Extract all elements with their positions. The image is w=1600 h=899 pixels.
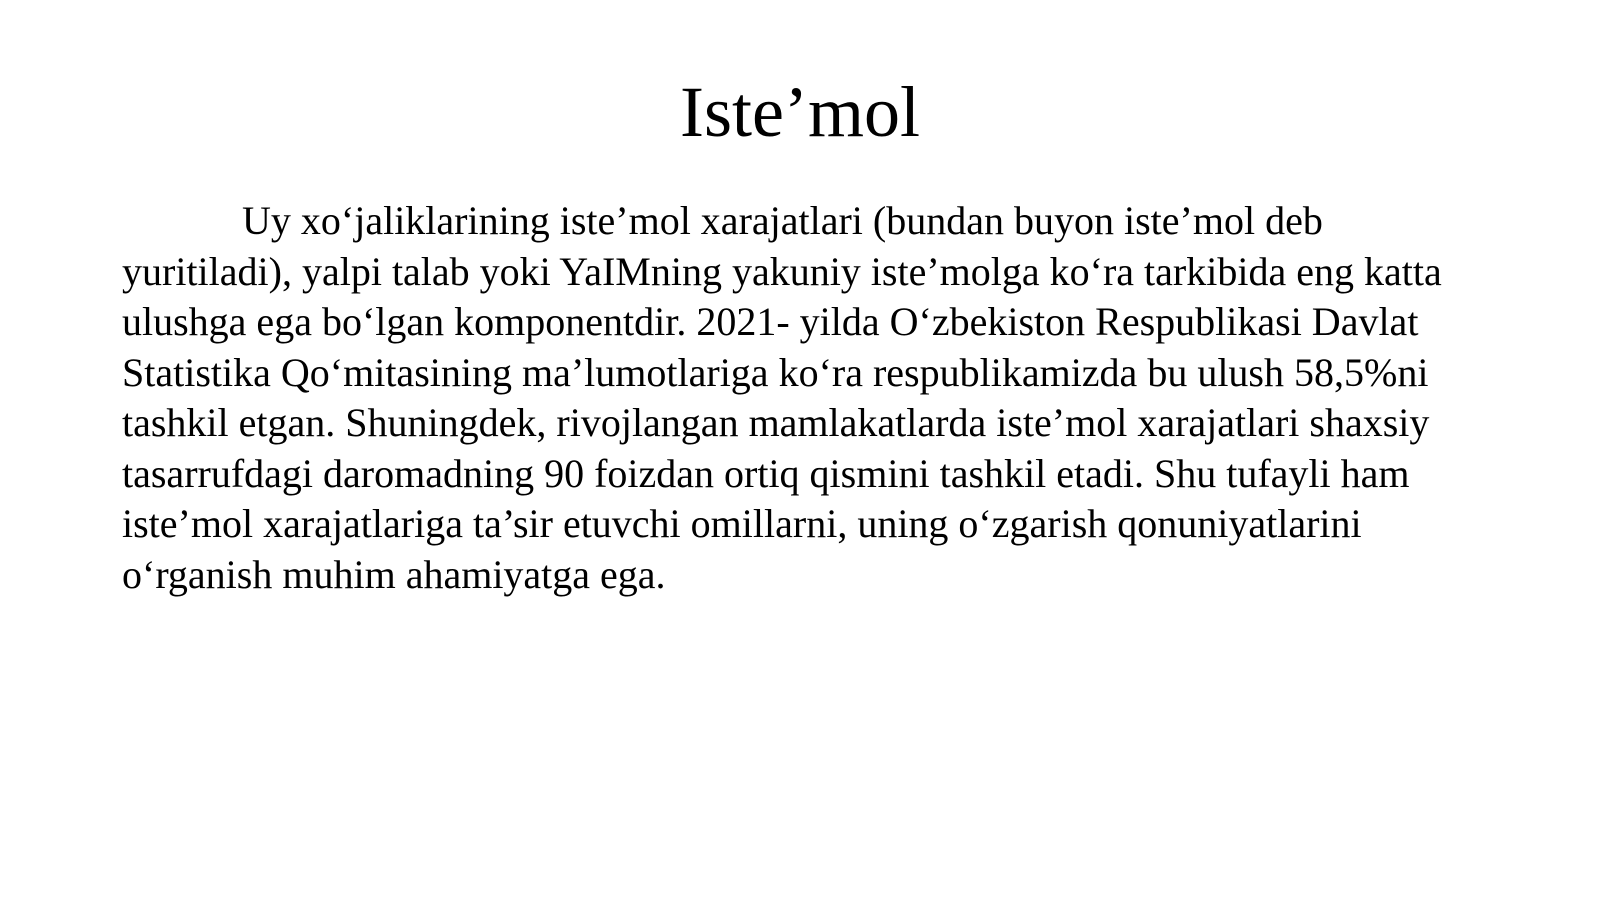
slide-body-paragraph: Uy xo‘jaliklarining iste’mol xarajatlari (bundan buyon iste’mol deb yuritiladi), yalpi talab yoki YaIMning yakuniy iste’molga ko‘ra tarkibida eng katta ulushga ega bo‘lgan komponentdir. 2021- yilda O‘zbekiston Respublikasi Davlat Statistika Qo‘mitasining ma’lumotlariga ko‘ra respublikamizda bu ulush 58,5%ni tashkil etgan. Shuningdek, rivojlangan mamlakatlarda iste’mol xarajatlari shaxsiy tasarrufdagi daromadning 90 foizdan ortiq qismini tashkil etadi. Shu tufayli ham iste’mol xarajatlariga ta’sir etuvchi omillarni, uning o‘zgarish qonuniyatlarini o‘rganish muhim ahamiyatga ega. [122, 198, 1442, 597]
slide-title: Iste’mol [680, 72, 920, 152]
